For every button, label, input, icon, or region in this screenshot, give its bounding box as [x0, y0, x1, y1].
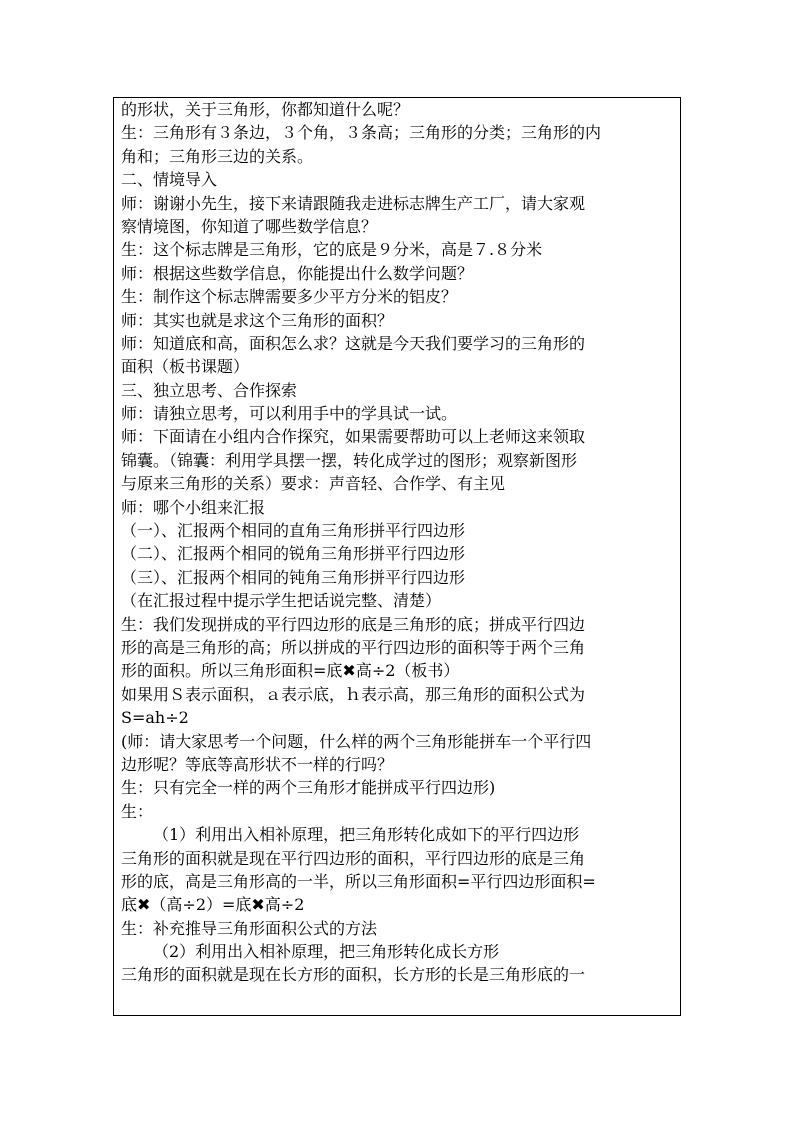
text-line: 三角形的面积就是现在长方形的面积，长方形的长是三角形底的一 — [121, 965, 586, 985]
text-line: 生：这个标志牌是三角形，它的底是９分米，高是７.８分米 — [121, 240, 543, 260]
text-line: 察情境图，你知道了哪些数学信息？ — [121, 216, 378, 236]
text-line: （一）、汇报两个相同的直角三角形拼平行四边形 — [121, 521, 466, 541]
text-line: （1）利用出入相补原理，把三角形转化成如下的平行四边形 — [153, 825, 580, 845]
text-line: 与原来三角形的关系）要求：声音轻、合作学、有主见 — [121, 474, 506, 494]
text-line: 生：三角形有３条边，３个角，３条高；三角形的分类；三角形的内 — [121, 123, 602, 143]
text-line: 三、独立思考、合作探索 — [121, 380, 298, 400]
text-line: 生：只有完全一样的两个三角形才能拼成平行四边形) — [121, 778, 496, 798]
text-line: 形的高是三角形的高；所以拼成的平行四边形的面积等于两个三角 — [121, 637, 586, 657]
text-line: 底✖（高÷2）=底✖高÷2 — [121, 895, 305, 915]
text-line: 如果用Ｓ表示面积，ａ表示底，ｈ表示高，那三角形的面积公式为 — [121, 684, 586, 704]
text-line: （三）、汇报两个相同的钝角三角形拼平行四边形 — [121, 567, 466, 587]
text-line: 的形状，关于三角形，你都知道什么呢？ — [121, 100, 410, 119]
text-line: 师：其实也就是求这个三角形的面积？ — [121, 310, 394, 330]
text-line: 师：请独立思考，可以利用手中的学具试一试。 — [121, 404, 458, 424]
text-line: （2）利用出入相补原理，把三角形转化成长方形 — [153, 942, 500, 962]
text-line: 生：补充推导三角形面积公式的方法 — [121, 918, 378, 938]
text-line: 形的面积。所以三角形面积=底✖高÷2（板书） — [121, 661, 460, 681]
text-line: S=ah÷2 — [121, 708, 189, 728]
text-line: （二）、汇报两个相同的锐角三角形拼平行四边形 — [121, 544, 466, 564]
text-line: 边形呢？等底等高形状不一样的行吗？ — [121, 754, 394, 774]
lesson-plan-table-cell — [113, 97, 681, 1016]
text-line: 生： — [121, 801, 154, 821]
text-line: 师：谢谢小先生，接下来请跟随我走进标志牌生产工厂，请大家观 — [121, 193, 586, 213]
text-line: 形的底，高是三角形高的一半，所以三角形面积=平行四边形面积= — [121, 871, 596, 891]
text-line: 师：下面请在小组内合作探究，如果需要帮助可以上老师这来领取 — [121, 427, 586, 447]
text-line: 三角形的面积就是现在平行四边形的面积，平行四边形的底是三角 — [121, 848, 586, 868]
text-line: 生：制作这个标志牌需要多少平方分米的铝皮？ — [121, 287, 458, 307]
text-line: 面积（板书课题） — [121, 357, 250, 377]
text-line: 生：我们发现拼成的平行四边形的底是三角形的底；拼成平行四边 — [121, 614, 586, 634]
text-line: 师：哪个小组来汇报 — [121, 497, 266, 517]
text-line: 二、情境导入 — [121, 170, 218, 190]
text-line: 师：根据这些数学信息，你能提出什么数学问题？ — [121, 263, 474, 283]
text-line: 锦囊。（锦囊：利用学具摆一摆，转化成学过的图形；观察新图形 — [121, 450, 578, 470]
text-line: 师：知道底和高，面积怎么求？这就是今天我们要学习的三角形的 — [121, 333, 586, 353]
text-line: 角和；三角形三边的关系。 — [121, 146, 314, 166]
text-line: （在汇报过程中提示学生把话说完整、清楚） — [121, 591, 442, 611]
text-line: (师：请大家思考一个问题，什么样的两个三角形能拼车一个平行四 — [121, 731, 592, 751]
